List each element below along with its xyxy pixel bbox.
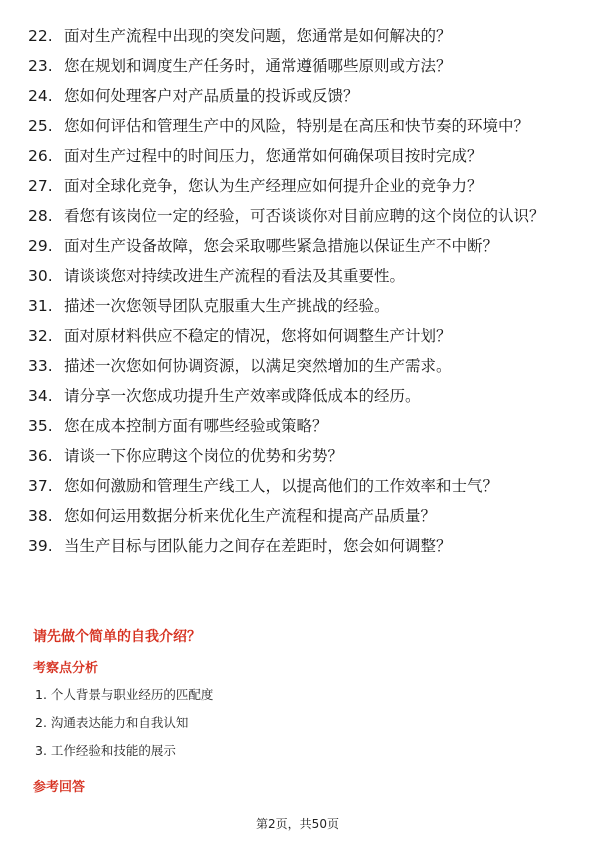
question-number: 29. xyxy=(28,237,53,255)
question-text: 您如何处理客户对产品质量的投诉或反馈？ xyxy=(64,87,359,105)
question-number: 22. xyxy=(28,27,53,45)
question-item xyxy=(28,534,558,558)
question-text: 描述一次您领导团队克服重大生产挑战的经验。 xyxy=(64,297,390,315)
question-item xyxy=(28,504,558,528)
analysis-point: 2. 沟通表达能力和自我认知 xyxy=(35,715,189,730)
question-text: 您在成本控制方面有哪些经验或策略？ xyxy=(64,417,328,435)
question-list xyxy=(28,24,558,564)
question-number: 25. xyxy=(28,117,53,135)
question-item xyxy=(28,54,558,78)
section-heading: 请先做个简单的自我介绍？ xyxy=(33,629,201,645)
analysis-heading: 考察点分析 xyxy=(33,661,99,676)
question-item xyxy=(28,324,558,348)
question-text: 面对生产设备故障，您会采取哪些紧急措施以保证生产不中断？ xyxy=(64,237,499,255)
analysis-point: 3. 工作经验和技能的展示 xyxy=(35,743,176,758)
question-item xyxy=(28,174,558,198)
question-number: 23. xyxy=(28,57,53,75)
question-number: 26. xyxy=(28,147,53,165)
question-text: 当生产目标与团队能力之间存在差距时，您会如何调整？ xyxy=(64,537,452,555)
question-item xyxy=(28,144,558,168)
question-number: 32. xyxy=(28,327,53,345)
question-text: 您在规划和调度生产任务时，通常遵循哪些原则或方法？ xyxy=(64,57,452,75)
question-item xyxy=(28,234,558,258)
question-number: 24. xyxy=(28,87,53,105)
question-text: 您如何激励和管理生产线工人，以提高他们的工作效率和士气？ xyxy=(64,477,499,495)
question-item xyxy=(28,84,558,108)
question-number: 33. xyxy=(28,357,53,375)
question-number: 39. xyxy=(28,537,53,555)
question-item xyxy=(28,474,558,498)
question-number: 37. xyxy=(28,477,53,495)
question-number: 36. xyxy=(28,447,53,465)
question-number: 30. xyxy=(28,267,53,285)
question-text: 请分享一次您成功提升生产效率或降低成本的经历。 xyxy=(64,387,421,405)
question-text: 面对生产流程中出现的突发问题，您通常是如何解决的？ xyxy=(64,27,452,45)
question-number: 35. xyxy=(28,417,53,435)
question-text: 面对生产过程中的时间压力，您通常如何确保项目按时完成？ xyxy=(64,147,483,165)
question-item xyxy=(28,114,558,138)
question-item xyxy=(28,354,558,378)
question-item xyxy=(28,414,558,438)
analysis-point: 1. 个人背景与职业经历的匹配度 xyxy=(35,687,214,702)
question-item xyxy=(28,444,558,468)
question-text: 描述一次您如何协调资源，以满足突然增加的生产需求。 xyxy=(64,357,452,375)
question-item xyxy=(28,384,558,408)
question-text: 面对全球化竞争，您认为生产经理应如何提升企业的竞争力？ xyxy=(64,177,483,195)
question-number: 38. xyxy=(28,507,53,525)
question-text: 面对原材料供应不稳定的情况，您将如何调整生产计划？ xyxy=(64,327,452,345)
question-text: 请谈谈您对持续改进生产流程的看法及其重要性。 xyxy=(64,267,406,285)
question-item xyxy=(28,24,558,48)
question-number: 31. xyxy=(28,297,53,315)
page-footer: 第2页，共50页 xyxy=(256,817,339,831)
question-item xyxy=(28,294,558,318)
question-text: 您如何运用数据分析来优化生产流程和提高产品质量？ xyxy=(64,507,437,525)
question-text: 看您有该岗位一定的经验，可否谈谈你对目前应聘的这个岗位的认识？ xyxy=(64,207,545,225)
question-text: 您如何评估和管理生产中的风险，特别是在高压和快节奏的环境中？ xyxy=(64,117,530,135)
answer-heading: 参考回答 xyxy=(33,780,86,795)
question-item xyxy=(28,204,558,228)
question-text: 请谈一下你应聘这个岗位的优势和劣势？ xyxy=(64,447,344,465)
question-number: 27. xyxy=(28,177,53,195)
question-item xyxy=(28,264,558,288)
question-number: 34. xyxy=(28,387,53,405)
question-number: 28. xyxy=(28,207,53,225)
